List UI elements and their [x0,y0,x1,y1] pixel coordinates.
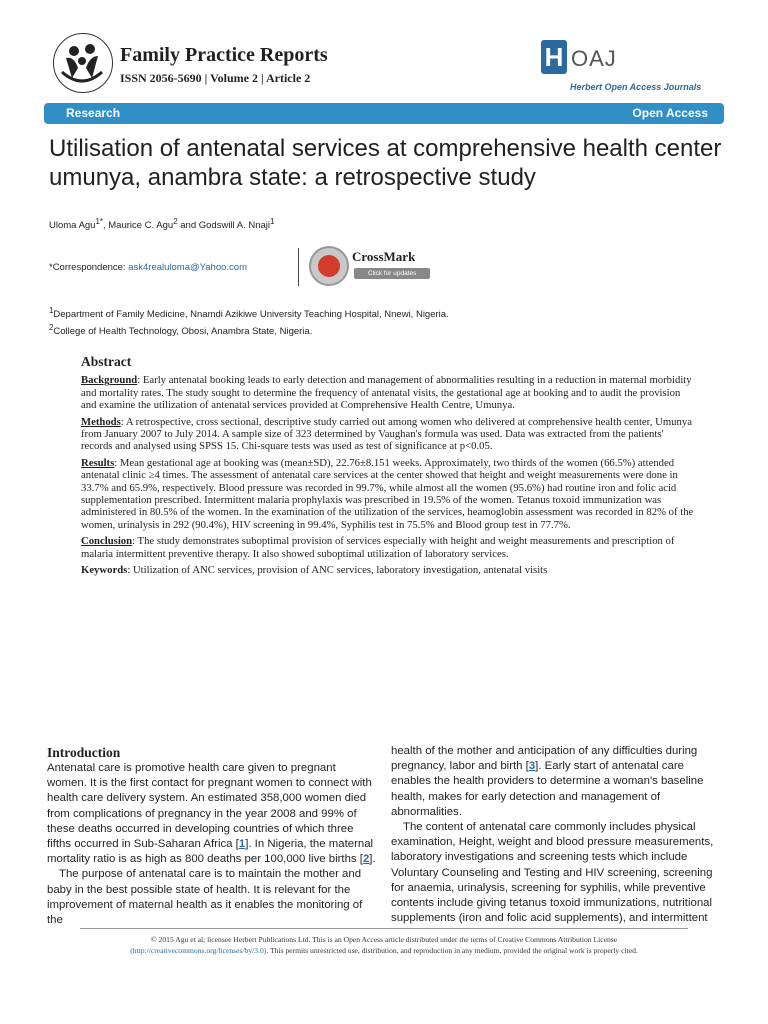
article-title: Utilisation of antenatal services at comprehensive health center umunya, anambra state: a retrospective study [49,135,722,191]
author-sup: 1 [270,217,275,226]
affiliation-item [49,321,449,338]
author-sup: 2 [173,217,178,226]
paragraph-text: ]. [369,853,376,866]
conclusion-text: : The study demonstrates suboptimal provision of services especially with height and weight measurements and prescription of malaria intermittent preventive therapy. It also showed suboptimal utilization of laboratory services. [81,535,675,560]
author-separator: , [102,220,109,232]
correspondence [49,262,247,273]
body-paragraph: The content of antenatal care commonly includes physical examination, Height, weight and blood pressure measurements, laboratory investigations and screening tests which include Voluntary Counseling and Testing and HIV screening, screening for anaemia, urinalysis, screening for syphilis, while preventive contents include giving tetanus toxoid immunizations, nutritional supplements (iron and folic acid supplements), and intermittent [391,821,714,925]
crossmark-updates-button[interactable]: Click for updates [354,268,430,279]
body-column-right [391,744,721,926]
affiliations [49,304,449,338]
abstract-methods [81,416,695,453]
publisher-logo-h: H [541,40,567,74]
journal-name: Family Practice Reports [120,44,328,66]
publisher-logo-oaj: OAJ [571,46,617,71]
publisher-logo [541,40,716,100]
crossmark-badge[interactable] [309,246,435,290]
journal-logo [53,33,113,93]
footer-divider [80,928,688,929]
section-label: Research [66,106,121,120]
correspondence-email-link[interactable]: ask4realuloma@Yahoo.com [128,262,247,273]
conclusion-label: Conclusion [81,535,133,548]
author-name: Godswill A. Nnaji [198,220,271,232]
introduction-heading: Introduction [47,745,121,760]
author-sup: 1* [95,217,103,226]
background-text: : Early antenatal booking leads to early detection and management of abnormalities resulting in a reduction in maternal morbidity and mortality rates. The study sought to determine the frequency of antenatal visits, the gestational age at booking and to audit the provision and examine the utilization of antenatal services provided at Comprehensive Health Centre, Umunya. [81,374,692,412]
license-line-1: © 2015 Agu et al; licensee Herbert Publications Ltd. This is an Open Access article distributed under the terms of Creative Commons Attribution License [150,935,618,944]
results-label: Results [81,456,115,469]
abstract-background [81,374,695,411]
correspondence-label: *Correspondence: [49,262,129,273]
abstract-conclusion [81,535,695,560]
affiliation-item [49,304,449,321]
publisher-name: Herbert Open Access Journals [570,82,702,92]
reference-link[interactable]: 2 [362,853,370,866]
paragraph-text: ]. In Nigeria, the maternal mortality ratio is as high as 800 deaths per 100,000 live births [ [47,838,374,866]
author-name: Uloma Agu [49,220,96,232]
license-line-2 [60,945,708,956]
keywords-text: : Utilization of ANC services, provision of ANC services, laboratory investigation, antenatal visits [127,564,548,577]
abstract-keywords [81,564,695,576]
affiliation-text: College of Health Technology, Obosi, Anambra State, Nigeria. [53,326,313,338]
author-separator: and [177,220,199,232]
affiliation-sup: 1 [49,306,54,315]
paragraph-text: ]. Early start of antenatal care enables the health providers to determine a woman's baseline health, makes for early detection and management of abnormalities. [391,760,704,818]
body-paragraph: The purpose of antenatal care is to maintain the mother and baby in the best possible state of health. It is relevant for the improvement of maternal health as it enables the monitoring of the [47,868,363,927]
paragraph-text: health of the mother and anticipation of any difficulties during pregnancy, labor and birth [ [391,745,698,773]
methods-label: Methods [81,415,121,428]
body-paragraph [47,761,377,867]
paragraph-text: Antenatal care is promotive health care given to pregnant women. It is the first contact for pregnant women to connect with health care delivery system. An estimated 358,000 women died from complications of pregnancy in the year 2008 and 99% of these deaths occurred in developing countries of which three fifths occurred in Sub-Saharan Africa [ [47,762,372,851]
abstract [81,356,695,581]
author-name: Maurice C. Agu [108,220,174,232]
license-link[interactable]: (http://creativecommons.org/licenses/by/3.0) [130,946,267,955]
results-text: : Mean gestational age at booking was (mean±SD), 22.76±8.151 weeks. Approximately, two thirds of the women (66.5%) attended antenatal clinic ≥4 times. The assessment of antenatal care services at the center showed that height and weight measurements were done in 33.7% and 65.9%, respectively. Blood pressure was recorded in 99.7%, while almost all the women (95.6%) had routine iron and folic acid supplementation prescribed. Intermittent malaria prophylaxis was prescribed in 19.5% of the women. Tetanus toxoid immunization was administered in 80.5% of the women. In the examination of the utilization of the services, heamoglobin assessment was recorded in 82% of the women, urinalysis in 292 (90.4%), HIV screening in 99.4%, Syphilis test in 75.5% and Blood group test in 77.7%. [81,456,694,531]
section-bar [44,103,724,124]
affiliation-sup: 2 [49,323,54,333]
license-line-2-text: . This permits unrestricted use, distribution, and reproduction in any medium, provided the original work is properly cited. [266,946,638,955]
issn-line: ISSN 2056-5690 | Volume 2 | Article 2 [120,71,311,85]
abstract-results [81,457,695,531]
abstract-heading: Abstract [81,354,132,369]
methods-text: : A retrospective, cross sectional, descriptive study carried out among women who delivered at comprehensive health center, Umunya from January 2007 to July 2014. A sample size of 323 determined by Vaughan's formula was used. Data was extracted from the patients' records and analysed using SPSS 15. Chi-square tests was used as test of significance at p<0.05. [81,415,692,453]
background-label: Background [81,374,138,387]
keywords-label: Keywords [81,564,128,577]
reference-link[interactable]: 3 [528,760,536,773]
author-list [49,217,274,231]
family-logo-icon [54,34,111,91]
affiliation-text: Department of Family Medicine, Nnamdi Azikiwe University Teaching Hospital, Nnewi, Nigeria. [53,309,449,321]
crossmark-icon [309,246,349,286]
body-paragraph [391,744,721,820]
open-access-label: Open Access [632,106,708,120]
crossmark-label: CrossMark [352,249,416,264]
reference-link[interactable]: 1 [238,838,246,851]
body-column-left [47,744,377,928]
divider [298,248,299,286]
license-footer [60,934,708,956]
